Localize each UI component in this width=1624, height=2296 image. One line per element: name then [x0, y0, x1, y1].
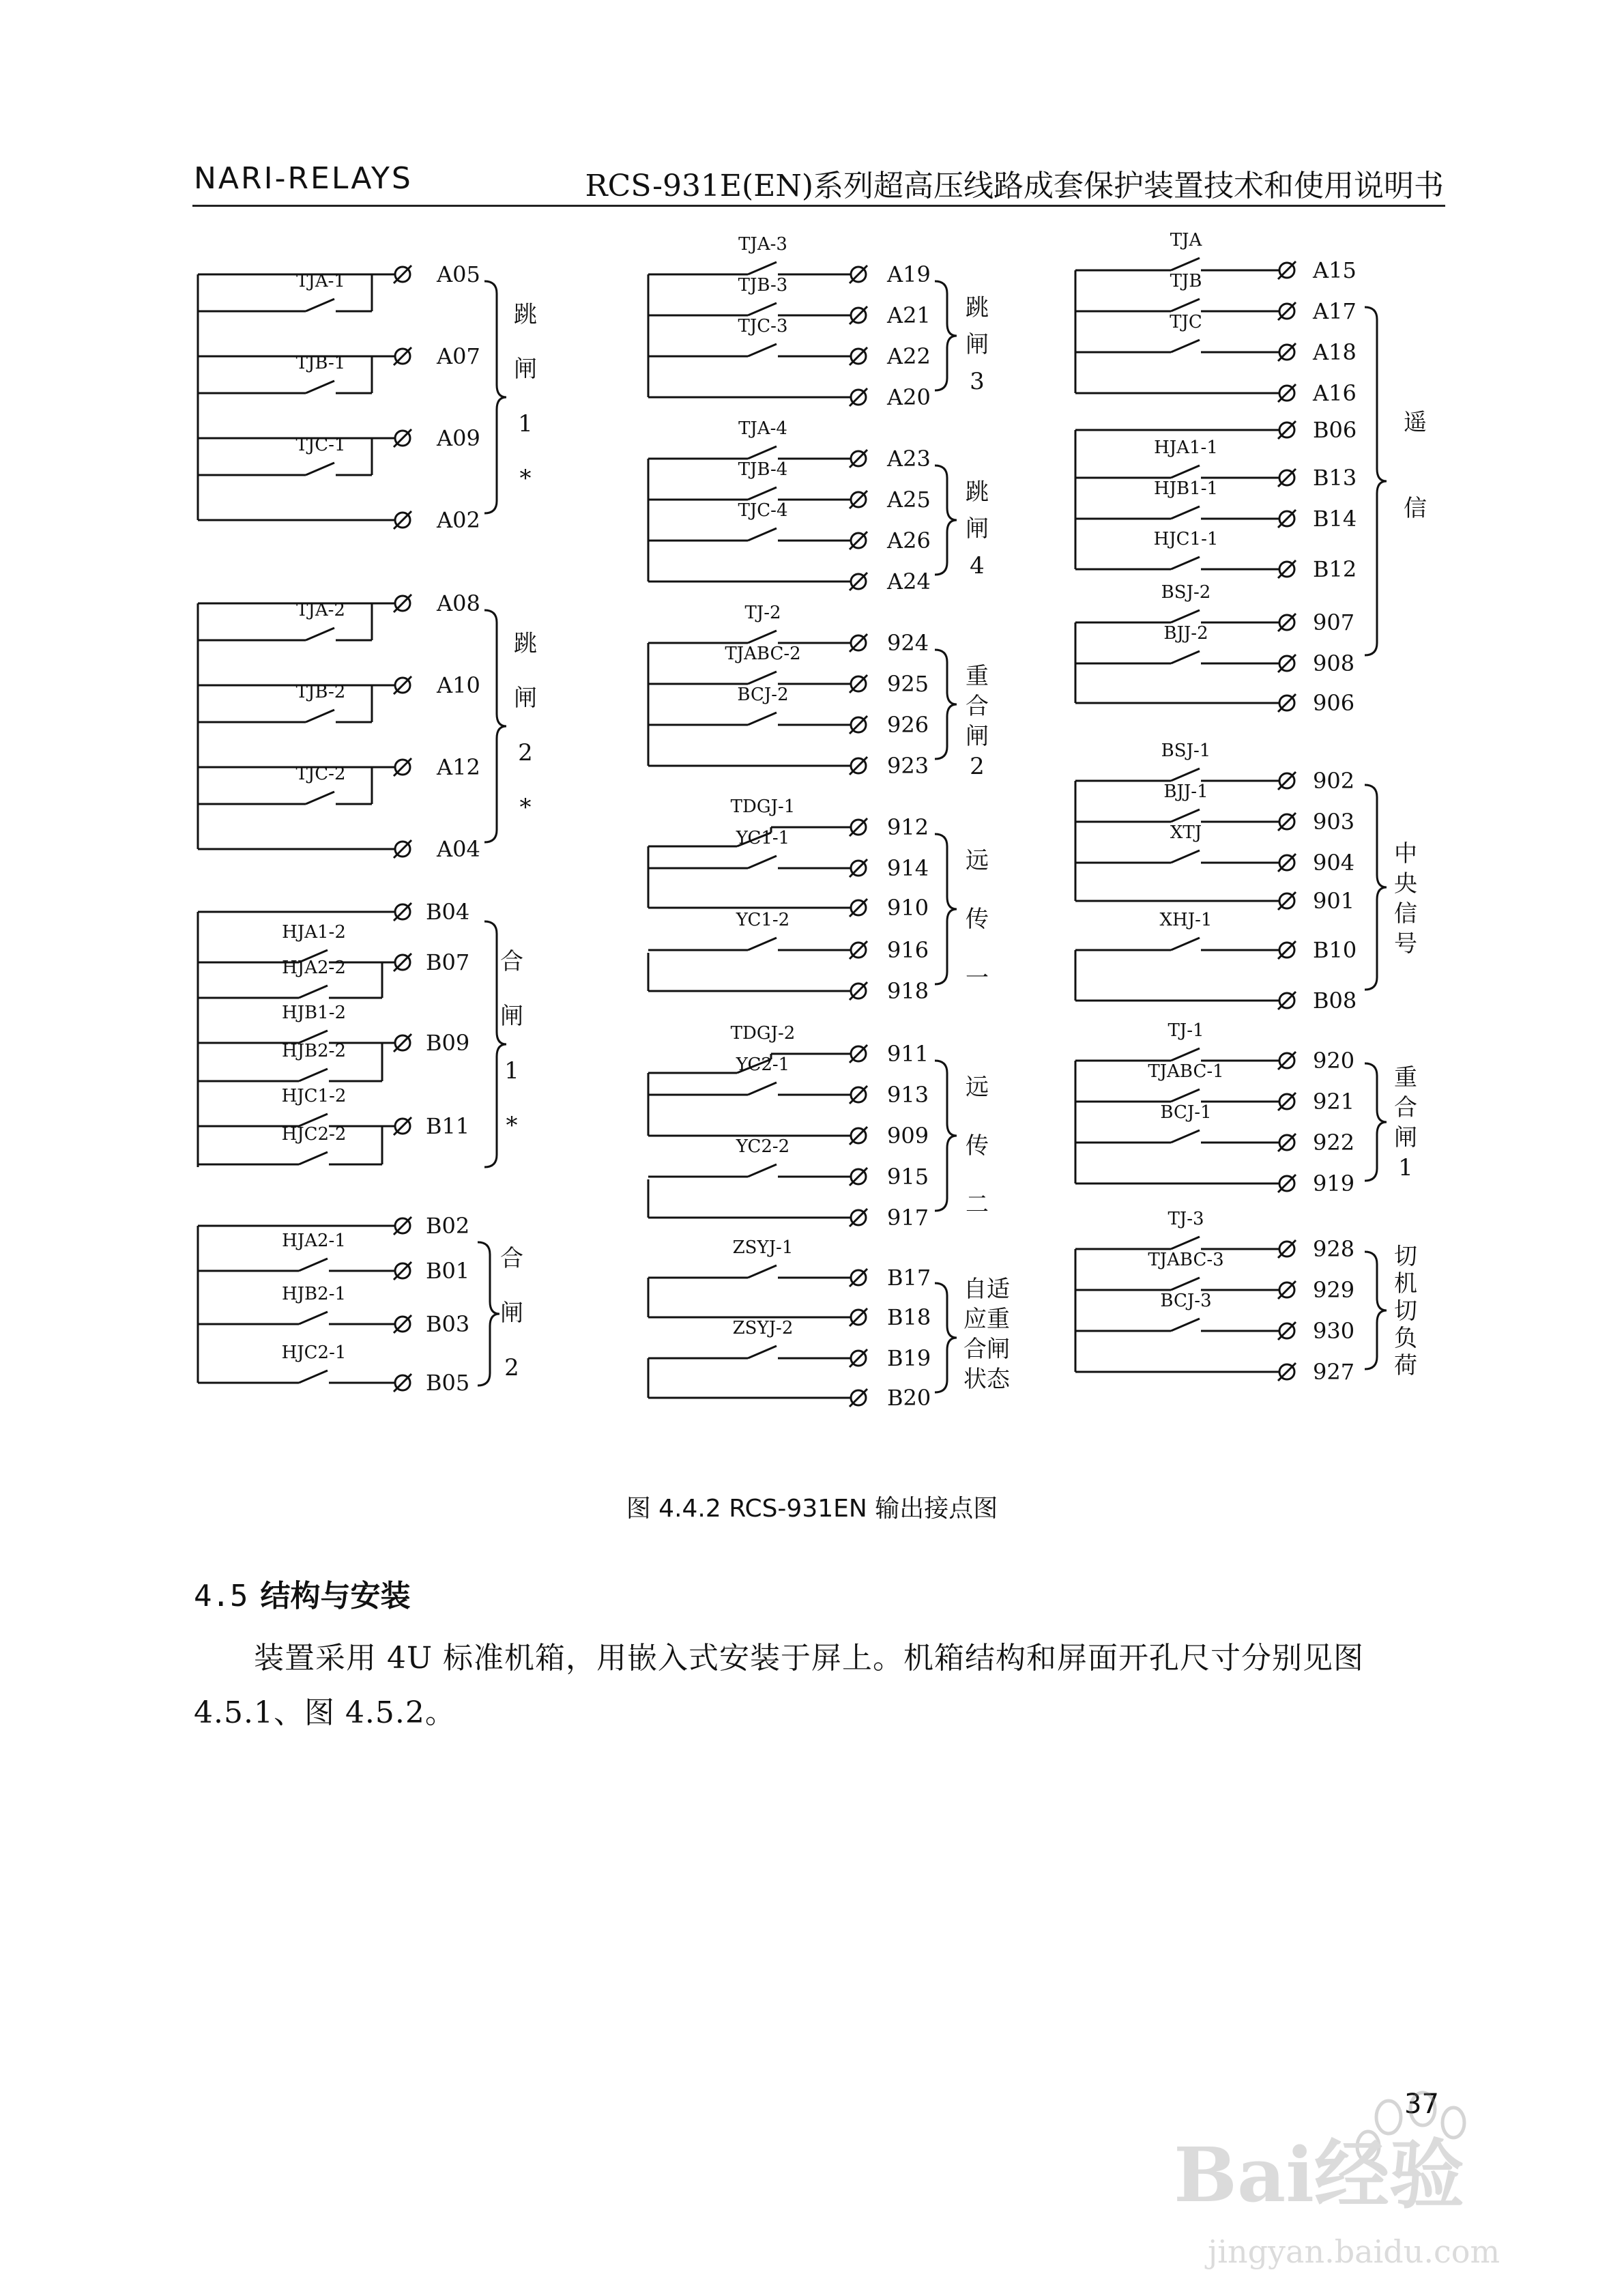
- group-label: 信: [1394, 900, 1417, 928]
- group-label: 中: [1394, 840, 1417, 867]
- contact-blade: [1171, 340, 1200, 352]
- watermark-brand: Bai经验: [1174, 2131, 1465, 2219]
- contact-blade: [299, 1259, 328, 1271]
- contact-blade: [306, 299, 334, 311]
- group-brace: [1365, 307, 1387, 655]
- contact-blade: [1171, 1130, 1200, 1143]
- contact-label: TJC: [1170, 312, 1202, 332]
- contact-label: TJA-3: [738, 234, 787, 255]
- terminal-label: B20: [887, 1385, 931, 1411]
- group-label: 重: [1394, 1064, 1417, 1091]
- group-label: 状态: [963, 1366, 1010, 1393]
- terminal-label: 909: [887, 1123, 929, 1149]
- terminal-label: B13: [1313, 465, 1357, 491]
- group-label: 切: [1394, 1297, 1417, 1325]
- figure-caption: 图 4.4.2 RCS-931EN 输出接点图: [626, 1495, 998, 1523]
- contact-label: BCJ-1: [1160, 1102, 1212, 1123]
- contact-blade: [306, 792, 334, 804]
- contact-blade: [1171, 1048, 1200, 1061]
- contact-blade: [1171, 1089, 1200, 1102]
- group-label: 遥: [1404, 409, 1427, 436]
- contact-blade: [1171, 610, 1200, 622]
- terminal-label: A09: [437, 425, 480, 451]
- contact-label: TJ-3: [1168, 1209, 1204, 1229]
- header-right: RCS-931E(EN)系列超高压线路成套保护装置技术和使用说明书: [585, 169, 1444, 203]
- terminal-label: 914: [887, 855, 929, 881]
- group-label: 2: [970, 753, 985, 780]
- terminal-label: 921: [1313, 1089, 1355, 1115]
- group-label: 远: [966, 1074, 989, 1101]
- group-label: 2: [504, 1354, 519, 1381]
- terminal-label: B04: [426, 899, 470, 925]
- terminal-label: 907: [1313, 609, 1355, 635]
- contact-label: HJA2-1: [282, 1231, 346, 1251]
- terminal-label: A20: [887, 384, 931, 410]
- group-label: 二: [966, 1191, 989, 1218]
- header-left: NARI-RELAYS: [194, 161, 413, 196]
- group-brace: [1365, 1063, 1387, 1181]
- terminal-label: 911: [887, 1041, 929, 1067]
- group-brace: [935, 1283, 957, 1392]
- group-label: 跳: [966, 294, 989, 321]
- contact-blade: [1171, 651, 1200, 663]
- contact-label: BSJ-2: [1161, 582, 1211, 603]
- terminal-label: B17: [887, 1265, 931, 1291]
- contact-label: HJC2-2: [281, 1124, 347, 1145]
- contact-label: TJA-2: [296, 600, 345, 620]
- contact-label: XTJ: [1170, 822, 1202, 843]
- contact-label: TJA-4: [738, 418, 787, 439]
- terminal-label: A07: [437, 343, 480, 369]
- group-label: 4: [970, 552, 985, 579]
- contact-label: YC2-2: [736, 1136, 790, 1157]
- contact-label: TJB-2: [295, 682, 346, 702]
- contact-label: TJA-1: [296, 271, 345, 291]
- group-brace: [1365, 1252, 1387, 1369]
- terminal-label: B06: [1313, 417, 1357, 443]
- group-brace: [935, 1061, 957, 1211]
- group-label: 负: [1394, 1325, 1417, 1352]
- group-label: 闸: [514, 356, 537, 383]
- contact-label: TJ-1: [1168, 1020, 1204, 1041]
- group-label: 闸: [514, 685, 537, 712]
- terminal-label: 919: [1313, 1171, 1355, 1196]
- contact-blade: [1171, 938, 1200, 950]
- group-label: 信: [1404, 495, 1427, 522]
- page-number: 37: [1404, 2089, 1439, 2120]
- terminal-label: A25: [887, 487, 931, 513]
- baidu-watermark: [1153, 2082, 1535, 2286]
- terminal-label: 916: [887, 937, 929, 963]
- group-brace: [478, 1242, 499, 1386]
- group-label: 号: [1394, 930, 1417, 958]
- contact-blade: [306, 463, 334, 475]
- group-brace: [935, 834, 957, 984]
- contact-blade: [748, 856, 777, 868]
- contact-label: HJC2-1: [281, 1343, 347, 1363]
- group-label: 重: [966, 663, 989, 690]
- group-brace: [935, 281, 957, 390]
- contact-blade: [748, 631, 777, 643]
- group-label: 自适: [963, 1276, 1010, 1303]
- group-label: 闸: [1394, 1124, 1417, 1151]
- contact-blade: [748, 938, 777, 950]
- group-label: 荷: [1394, 1352, 1417, 1379]
- contact-label: TJABC-1: [1148, 1061, 1224, 1082]
- terminal-label: 926: [887, 712, 929, 738]
- group-label: 合闸: [963, 1336, 1010, 1363]
- group-label: 合: [966, 693, 989, 720]
- contact-label: YC2-1: [736, 1054, 790, 1075]
- contact-label: TJABC-3: [1148, 1250, 1224, 1270]
- contact-label: HJA1-2: [282, 922, 346, 943]
- terminal-label: A23: [887, 446, 931, 472]
- contact-label: BCJ-3: [1160, 1291, 1212, 1311]
- group-label: 传: [966, 1132, 989, 1160]
- contact-blade: [748, 344, 777, 356]
- group-label: 应重: [963, 1306, 1010, 1333]
- contact-blade: [748, 713, 777, 725]
- terminal-label: 923: [887, 753, 929, 779]
- contact-label: YC1-2: [736, 910, 790, 930]
- group-label: 1: [504, 1057, 519, 1085]
- contact-label: TJB: [1170, 271, 1202, 291]
- contact-label: TJB-3: [738, 275, 788, 296]
- contact-label: YC1-1: [736, 828, 790, 848]
- terminal-label: 908: [1313, 650, 1355, 676]
- group-label: 跳: [514, 630, 537, 657]
- terminal-label: 910: [887, 895, 929, 921]
- group-label: 切: [1394, 1243, 1417, 1270]
- terminal-label: 924: [887, 630, 929, 656]
- terminal-label: B07: [426, 949, 470, 975]
- group-label: 1: [1398, 1154, 1413, 1181]
- contact-label: BSJ-1: [1161, 741, 1211, 761]
- group-label: 闸: [966, 515, 989, 543]
- contact-blade: [299, 1152, 328, 1164]
- contact-blade: [1171, 506, 1200, 519]
- group-label: 一: [966, 964, 989, 992]
- terminal-label: A24: [887, 569, 931, 594]
- terminal-label: B05: [426, 1370, 470, 1396]
- group-label: 机: [1394, 1270, 1417, 1297]
- contact-label: XHJ-1: [1159, 910, 1213, 930]
- group-label: 闸: [966, 723, 989, 750]
- terminal-label: A02: [437, 507, 480, 533]
- contact-blade: [748, 446, 777, 459]
- terminal-label: 904: [1313, 850, 1355, 876]
- group-label: 央: [1394, 870, 1417, 898]
- contact-label: TJ-2: [744, 603, 781, 623]
- terminal-label: A19: [887, 261, 931, 287]
- group-brace: [484, 610, 506, 842]
- terminal-label: A21: [887, 302, 931, 328]
- contact-label: HJB2-1: [281, 1284, 347, 1304]
- group-brace: [935, 465, 957, 575]
- terminal-label: B18: [887, 1304, 931, 1330]
- group-label: 闸: [500, 1300, 523, 1327]
- section-number: 4.5: [194, 1579, 248, 1613]
- terminal-label: A04: [437, 836, 480, 862]
- contact-label: TJC-3: [738, 316, 788, 336]
- terminal-label: 920: [1313, 1048, 1355, 1074]
- terminal-label: 927: [1313, 1359, 1355, 1385]
- group-label: 远: [966, 847, 989, 874]
- contact-label: TDGJ-1: [730, 797, 796, 817]
- terminal-label: B19: [887, 1345, 931, 1371]
- terminal-label: A15: [1313, 257, 1357, 283]
- contact-blade: [1171, 809, 1200, 822]
- contact-blade: [1171, 465, 1200, 478]
- contact-blade: [748, 1082, 777, 1095]
- section-heading: [194, 1571, 410, 1615]
- terminal-label: B10: [1313, 937, 1357, 963]
- terminal-label: A05: [437, 261, 480, 287]
- contact-label: BJJ-1: [1163, 781, 1208, 802]
- terminal-label: 906: [1313, 690, 1355, 716]
- contact-label: TJABC-2: [725, 644, 801, 664]
- contact-blade: [748, 672, 777, 684]
- terminal-label: 903: [1313, 809, 1355, 835]
- terminal-label: B02: [426, 1213, 470, 1239]
- group-brace: [484, 281, 506, 513]
- terminal-label: B14: [1313, 506, 1357, 532]
- contact-label: ZSYJ-2: [732, 1318, 794, 1338]
- contact-label: TJA: [1170, 230, 1202, 250]
- contact-blade: [748, 487, 777, 500]
- contact-blade: [1171, 1237, 1200, 1249]
- terminal-label: 912: [887, 814, 929, 840]
- contact-blade: [306, 628, 334, 640]
- terminal-label: 917: [887, 1205, 929, 1231]
- group-label: 跳: [966, 478, 989, 506]
- group-label: 2: [518, 739, 533, 766]
- terminal-label: B08: [1313, 988, 1357, 1014]
- terminal-label: A12: [437, 754, 480, 780]
- terminal-label: B03: [426, 1311, 470, 1337]
- contact-label: HJC1-1: [1153, 529, 1219, 549]
- terminal-label: 902: [1313, 768, 1355, 794]
- terminal-label: 928: [1313, 1236, 1355, 1262]
- group-label: 合: [1394, 1094, 1417, 1121]
- contact-blade: [1171, 1319, 1200, 1331]
- terminal-label: A22: [887, 343, 931, 369]
- terminal-label: A17: [1313, 298, 1357, 324]
- group-label: 传: [966, 906, 989, 933]
- contact-blade: [1171, 258, 1200, 270]
- contact-label: BJJ-2: [1163, 623, 1208, 644]
- terminal-label: 930: [1313, 1318, 1355, 1344]
- contact-blade: [748, 303, 777, 315]
- terminal-label: 922: [1313, 1130, 1355, 1156]
- contact-blade: [748, 1346, 777, 1358]
- contact-blade: [748, 1164, 777, 1177]
- contact-label: HJB1-2: [281, 1003, 347, 1023]
- terminal-label: B11: [426, 1113, 470, 1139]
- group-label: *: [519, 794, 532, 821]
- contact-label: TDGJ-2: [730, 1023, 796, 1044]
- terminal-label: A16: [1313, 380, 1357, 406]
- terminal-label: 901: [1313, 888, 1355, 914]
- contact-blade: [1171, 769, 1200, 781]
- contact-label: HJC1-2: [281, 1086, 347, 1106]
- contact-label: HJA2-2: [282, 958, 346, 978]
- group-label: *: [506, 1112, 518, 1139]
- group-label: 闸: [966, 331, 989, 358]
- contact-label: TJC-1: [295, 435, 346, 455]
- contact-blade: [306, 710, 334, 722]
- contact-label: ZSYJ-1: [732, 1237, 794, 1258]
- group-label: 1: [518, 410, 533, 437]
- group-brace: [1365, 785, 1387, 990]
- contact-label: TJB-1: [295, 353, 346, 373]
- contact-blade: [1171, 1278, 1200, 1290]
- watermark-url: jingyan.baidu.com: [1208, 2233, 1500, 2270]
- group-label: 3: [970, 368, 985, 395]
- terminal-label: 925: [887, 671, 929, 697]
- contact-blade: [299, 1371, 328, 1383]
- section-body: 装置采用 4U 标准机箱，用嵌入式安装于屏上。机箱结构和屏面开孔尺寸分别见图4.5.1、图 4.5.2。: [194, 1641, 1365, 1730]
- terminal-label: 929: [1313, 1277, 1355, 1303]
- section-title: 结构与安装: [260, 1579, 411, 1613]
- contact-label: TJB-4: [738, 459, 788, 480]
- group-label: 跳: [514, 301, 537, 328]
- contact-label: HJB1-1: [1153, 478, 1219, 499]
- group-label: 闸: [500, 1003, 523, 1030]
- contact-label: HJB2-2: [281, 1041, 347, 1061]
- contact-blade: [748, 1265, 777, 1278]
- terminal-label: 915: [887, 1164, 929, 1190]
- contact-blade: [748, 528, 777, 541]
- terminal-label: B12: [1313, 556, 1357, 582]
- terminal-label: 913: [887, 1082, 929, 1108]
- terminal-label: A08: [437, 590, 480, 616]
- contact-label: TJC-4: [738, 500, 788, 521]
- contact-blade: [299, 1069, 328, 1081]
- contact-blade: [299, 986, 328, 998]
- contact-label: TJC-2: [295, 764, 346, 784]
- contact-blade: [1171, 557, 1200, 569]
- contact-blade: [748, 262, 777, 274]
- group-label: *: [519, 465, 532, 492]
- contact-blade: [306, 381, 334, 393]
- terminal-label: 918: [887, 978, 929, 1004]
- contact-blade: [1171, 299, 1200, 311]
- group-label: 合: [500, 948, 523, 975]
- contact-label: HJA1-1: [1154, 437, 1218, 458]
- terminal-label: B09: [426, 1030, 470, 1056]
- terminal-label: A26: [887, 528, 931, 554]
- terminal-label: A18: [1313, 339, 1357, 365]
- contact-label: BCJ-2: [737, 685, 789, 705]
- group-label: 合: [500, 1245, 523, 1272]
- group-brace: [935, 650, 957, 759]
- terminal-label: B01: [426, 1258, 470, 1284]
- contact-blade: [1171, 850, 1200, 863]
- contact-blade: [299, 1312, 328, 1324]
- terminal-label: A10: [437, 672, 480, 698]
